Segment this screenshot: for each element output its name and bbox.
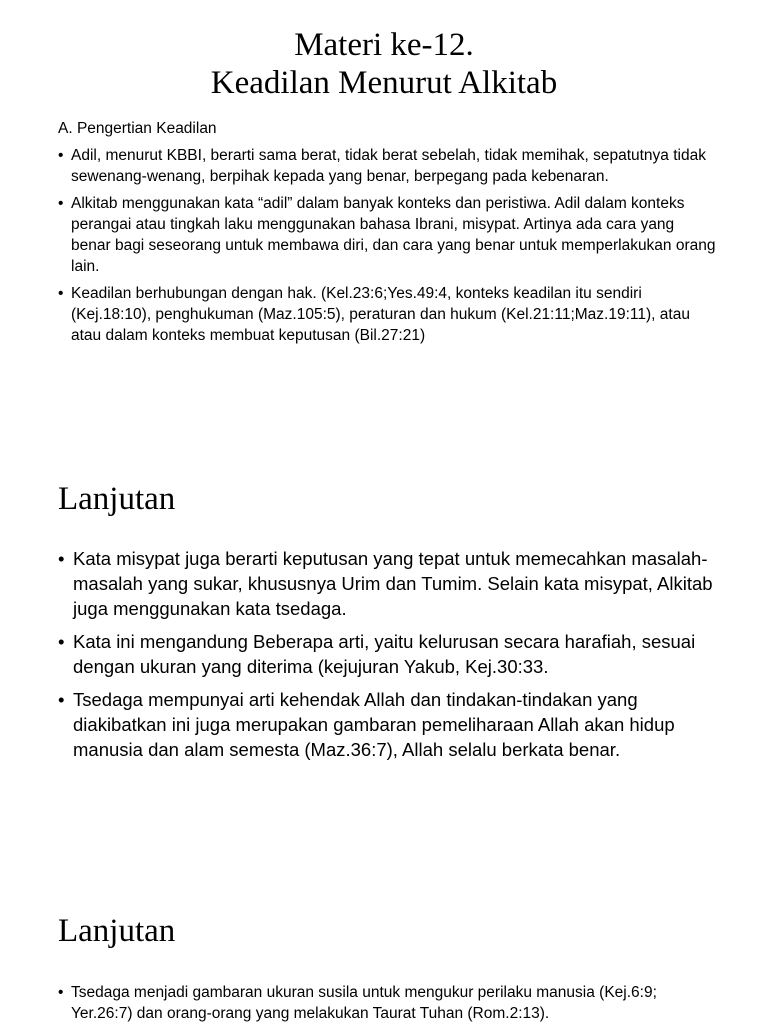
bullet-icon: • [58,195,64,212]
slide-2-bullet-list [58,546,716,762]
bullet-text: Tsedaga mempunyai arti kehendak Allah dan tindakan-tindakan yang diakibatkan ini juga merupakan gambaran pemeliharaan Allah akan hidup manusia dan alam semesta (Maz.36:7), Allah selalu berkata benar. [73,689,675,760]
slide-2-title: Lanjutan [58,481,176,517]
bullet-text: Alkitab menggunakan kata “adil” dalam banyak konteks dan peristiwa. Adil dalam konteks perangai atau tingkah laku menggunakan bahasa Ibrani, misypat. Artinya ada cara yang benar bagi seseorang untuk membawa diri, dan cara yang benar untuk memperlakukan orang lain. [71,195,716,275]
list-item [58,687,716,762]
slide-2-content [58,546,716,770]
bullet-text: Adil, menurut KBBI, berarti sama berat, tidak berat sebelah, tidak memihak, sepatutnya tidak sewenang-wenang, berpihak kepada yang benar, berpegang pada kebenaran. [71,147,706,185]
bullet-icon: • [58,548,65,569]
list-item [58,193,716,277]
bullet-icon: • [58,689,65,710]
slide-1-bullet-list [58,145,716,346]
list-item [58,145,716,187]
list-item [58,629,716,679]
slide-3-bullet-list [58,982,716,1024]
bullet-text: Tsedaga menjadi gambaran ukuran susila untuk mengukur perilaku manusia (Kej.6:9; Yer.26:7) dan orang-orang yang melakukan Taurat Tuhan (Rom.2:13). [71,984,657,1022]
slide-3-title: Lanjutan [58,913,176,949]
bullet-text: Keadilan berhubungan dengan hak. (Kel.23:6;Yes.49:4, konteks keadilan itu sendiri (Kej.18:10), penghukuman (Maz.105:5), peraturan dan hukum (Kel.21:11;Maz.19:11), atau atau dalam konteks membuat keputusan (Bil.27:21) [71,285,690,344]
slide-3 [0,880,768,1024]
slide-3-content [58,982,716,1030]
slide-1-title-line1: Materi ke-12. [294,27,474,63]
slide-1-title [0,0,768,102]
bullet-icon: • [58,984,64,1001]
list-item [58,546,716,621]
slide-1-title-line2: Keadilan Menurut Alkitab [210,65,558,101]
bullet-icon: • [58,285,64,302]
slide-2 [0,440,768,880]
bullet-icon: • [58,631,65,652]
bullet-text: Kata misypat juga berarti keputusan yang tepat untuk memecahkan masalah-masalah yang sukar, khususnya Urim dan Tumim. Selain kata misypat, Alkitab juga menggunakan kata tsedaga. [73,548,713,619]
list-item [58,283,716,346]
list-item [58,982,716,1024]
bullet-text: Kata ini mengandung Beberapa arti, yaitu kelurusan secara harafiah, sesuai dengan ukuran yang diterima (kejujuran Yakub, Kej.30:33. [73,631,696,677]
slide-1 [0,0,768,440]
bullet-icon: • [58,147,64,164]
slide-1-subheading: A. Pengertian Keadilan [58,120,217,137]
slide-1-content [58,118,716,352]
